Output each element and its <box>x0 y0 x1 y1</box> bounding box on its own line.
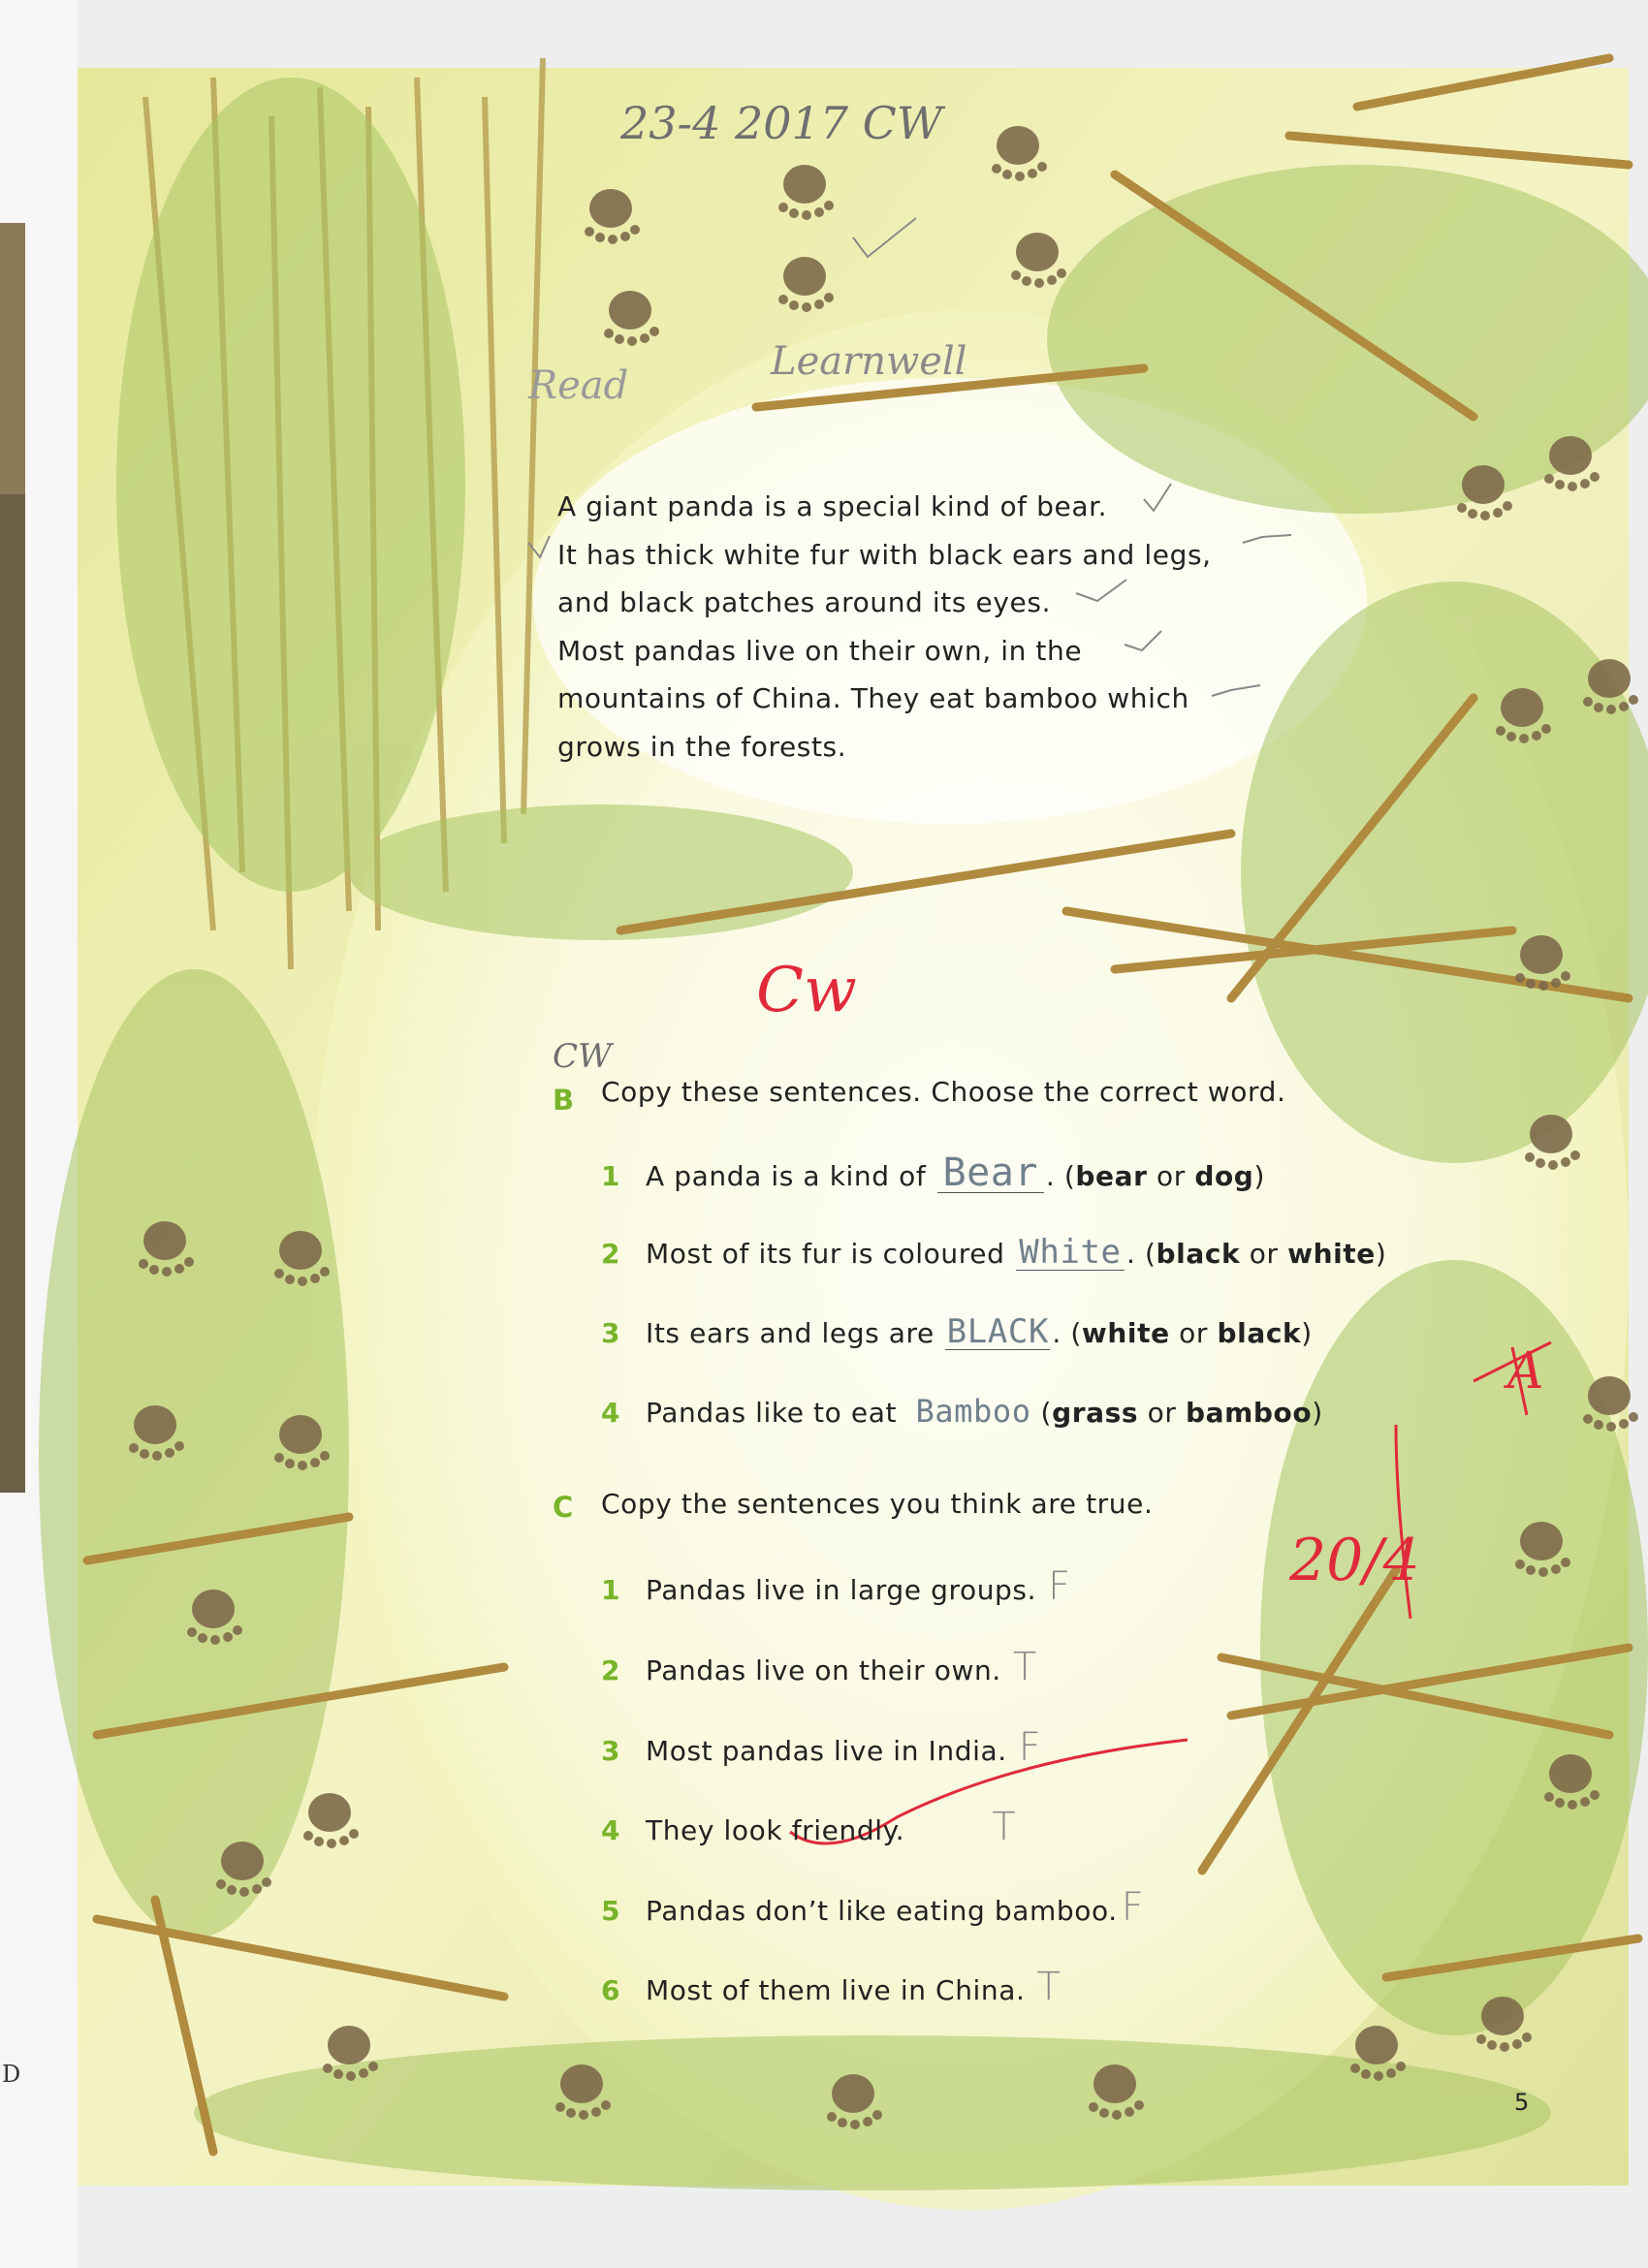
red-date-mark: 20/4 <box>1289 1527 1420 1594</box>
option-word: white <box>1287 1238 1376 1270</box>
item-punct: . ( <box>1045 1160 1076 1192</box>
option-word: white <box>1081 1317 1170 1349</box>
section-b-item <box>601 1393 1323 1430</box>
answer-blank <box>908 1393 1039 1430</box>
section-b-item <box>601 1150 1265 1195</box>
section-b-item <box>601 1312 1313 1351</box>
section-b-letter: B <box>553 1084 575 1117</box>
item-punct: ) <box>1301 1317 1313 1349</box>
reading-line: mountains of China. They eat bamboo which <box>557 682 1189 714</box>
section-c-letter: C <box>553 1491 574 1524</box>
handwritten-answer: White <box>1019 1233 1122 1272</box>
reading-line: and black patches around its eyes. <box>557 586 1052 618</box>
true-false-mark: F <box>1048 1564 1071 1609</box>
answer-blank <box>1016 1233 1125 1272</box>
item-number: 4 <box>601 1397 621 1429</box>
option-word: bamboo <box>1186 1397 1313 1429</box>
item-text: Most pandas live in India. <box>646 1735 1007 1767</box>
section-c-item <box>601 1725 1041 1770</box>
handwritten-learnwell: Learnwell <box>771 339 967 384</box>
reading-line: Most pandas live on their own, in the <box>557 634 1083 667</box>
item-punct: . ( <box>1052 1317 1082 1349</box>
section-b-title: Copy these sentences. Choose the correct word. <box>601 1076 1286 1108</box>
option-word: black <box>1217 1317 1302 1349</box>
item-number: 3 <box>601 1735 621 1767</box>
section-c-title: Copy the sentences you think are true. <box>601 1488 1154 1520</box>
handwritten-read: Read <box>528 363 629 408</box>
item-number: 4 <box>601 1814 621 1846</box>
section-c-item <box>601 1564 1071 1609</box>
true-false-mark: T <box>992 1805 1017 1849</box>
item-punct: ) <box>1312 1397 1323 1429</box>
true-false-mark: F <box>1121 1885 1145 1930</box>
reading-line: It has thick white fur with black ears and legs, <box>557 538 1212 571</box>
item-number: 1 <box>601 1574 621 1606</box>
item-text: They look friendly. <box>646 1814 905 1846</box>
item-text: A panda is a kind of <box>646 1160 927 1192</box>
item-punct: ) <box>1253 1160 1265 1192</box>
true-false-mark: F <box>1018 1725 1042 1770</box>
reading-passage <box>557 483 1212 771</box>
item-number: 5 <box>601 1895 621 1927</box>
item-text: Most of its fur is coloured <box>646 1238 1005 1270</box>
section-b-item <box>601 1233 1387 1272</box>
handwritten-answer: Bear <box>942 1150 1039 1195</box>
item-number: 6 <box>601 1974 621 2006</box>
item-or: or <box>1240 1238 1288 1270</box>
section-c-item <box>601 1805 1016 1849</box>
item-punct: ) <box>1375 1238 1387 1270</box>
section-c-item <box>601 1645 1037 1689</box>
option-word: bear <box>1075 1160 1148 1192</box>
item-text: Pandas don’t like eating bamboo. <box>646 1895 1118 1927</box>
answer-blank <box>945 1312 1050 1351</box>
item-number: 1 <box>601 1160 621 1192</box>
item-text: Pandas like to eat <box>646 1397 898 1429</box>
option-word: grass <box>1052 1397 1139 1429</box>
item-text: Pandas live in large groups. <box>646 1574 1037 1606</box>
true-false-mark: T <box>1036 1965 1062 2009</box>
option-word: black <box>1156 1238 1241 1270</box>
item-number: 3 <box>601 1317 621 1349</box>
item-text: Most of them live in China. <box>646 1974 1026 2006</box>
item-text: Pandas live on their own. <box>646 1654 1001 1686</box>
item-text: Its ears and legs are <box>646 1317 935 1349</box>
handwritten-answer: BLACK <box>946 1312 1050 1351</box>
item-or: or <box>1169 1317 1218 1349</box>
section-c-item <box>601 1965 1062 2009</box>
item-punct: . ( <box>1125 1238 1157 1270</box>
handwritten-date: 23-4 2017 CW <box>620 97 943 149</box>
item-number: 2 <box>601 1654 621 1686</box>
reading-line: A giant panda is a special kind of bear. <box>557 490 1108 522</box>
item-number: 2 <box>601 1238 621 1270</box>
item-or: or <box>1138 1397 1186 1429</box>
item-or: or <box>1147 1160 1195 1192</box>
true-false-mark: T <box>1012 1645 1037 1689</box>
reading-line: grows in the forests. <box>557 730 847 763</box>
red-star-mark: A <box>1507 1342 1544 1401</box>
option-word: dog <box>1194 1160 1254 1192</box>
answer-blank <box>937 1150 1044 1195</box>
handwritten-answer: Bamboo <box>915 1393 1031 1430</box>
svg-text:D: D <box>2 2061 21 2088</box>
item-punct: ( <box>1040 1397 1053 1429</box>
page-number: 5 <box>1514 2089 1530 2116</box>
red-cw-mark: Cw <box>756 955 857 1026</box>
gray-cw-mark: CW <box>553 1037 612 1076</box>
section-c-item <box>601 1885 1144 1930</box>
